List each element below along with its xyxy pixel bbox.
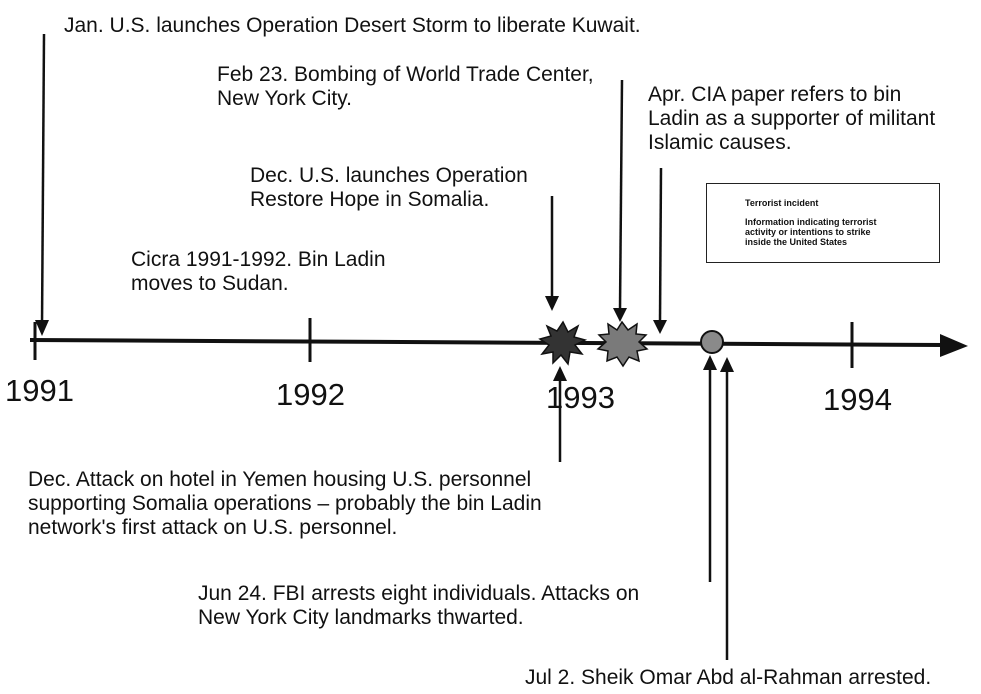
event-rahman-arrest: Jul 2. Sheik Omar Abd al-Rahman arrested. bbox=[525, 666, 932, 689]
pointer-cia-paper-head bbox=[653, 320, 667, 334]
pointer-wtc bbox=[620, 80, 622, 310]
legend-information-label: Information indicating terrorist activity or intentions to strike inside the United States bbox=[745, 217, 877, 247]
pointer-rahman-head bbox=[720, 357, 734, 372]
information-indicator-icon bbox=[701, 331, 723, 353]
event-wtc-bombing: Feb 23. Bombing of World Trade Center, New York City. bbox=[217, 63, 594, 110]
year-label-1993: 1993 bbox=[546, 380, 615, 415]
pointer-desert-storm-head bbox=[35, 320, 49, 336]
legend bbox=[706, 183, 940, 263]
year-label-1991: 1991 bbox=[5, 373, 74, 408]
pointer-fbi-head bbox=[703, 355, 717, 370]
event-restore-hope: Dec. U.S. launches Operation Restore Hope in Somalia. bbox=[250, 164, 528, 211]
event-yemen-attack: Dec. Attack on hotel in Yemen housing U.S. personnel supporting Somalia operations – probably the bin Ladin network's first attack on U.S. personnel. bbox=[28, 468, 542, 539]
timeline-axis bbox=[30, 340, 945, 345]
event-sudan: Cicra 1991-1992. Bin Ladin moves to Sudan. bbox=[131, 248, 386, 295]
terrorist-incident-wtc-icon bbox=[598, 322, 647, 366]
year-label-1992: 1992 bbox=[276, 377, 345, 412]
pointer-cia-paper bbox=[660, 168, 661, 322]
pointer-yemen-head bbox=[553, 366, 567, 381]
pointer-desert-storm bbox=[42, 34, 44, 326]
terrorist-incident-yemen-icon bbox=[540, 322, 585, 364]
pointer-wtc-head bbox=[613, 308, 627, 322]
event-fbi-arrests: Jun 24. FBI arrests eight individuals. Attacks on New York City landmarks thwarted. bbox=[198, 582, 640, 629]
event-desert-storm: Jan. U.S. launches Operation Desert Storm to liberate Kuwait. bbox=[64, 14, 641, 37]
legend-terrorist-incident-label: Terrorist incident bbox=[745, 198, 819, 208]
year-label-1994: 1994 bbox=[823, 382, 892, 417]
pointer-restore-hope-head bbox=[545, 296, 559, 311]
event-cia-paper: Apr. CIA paper refers to bin Ladin as a supporter of militant Islamic causes. bbox=[648, 83, 936, 154]
timeline-arrowhead bbox=[940, 334, 968, 357]
